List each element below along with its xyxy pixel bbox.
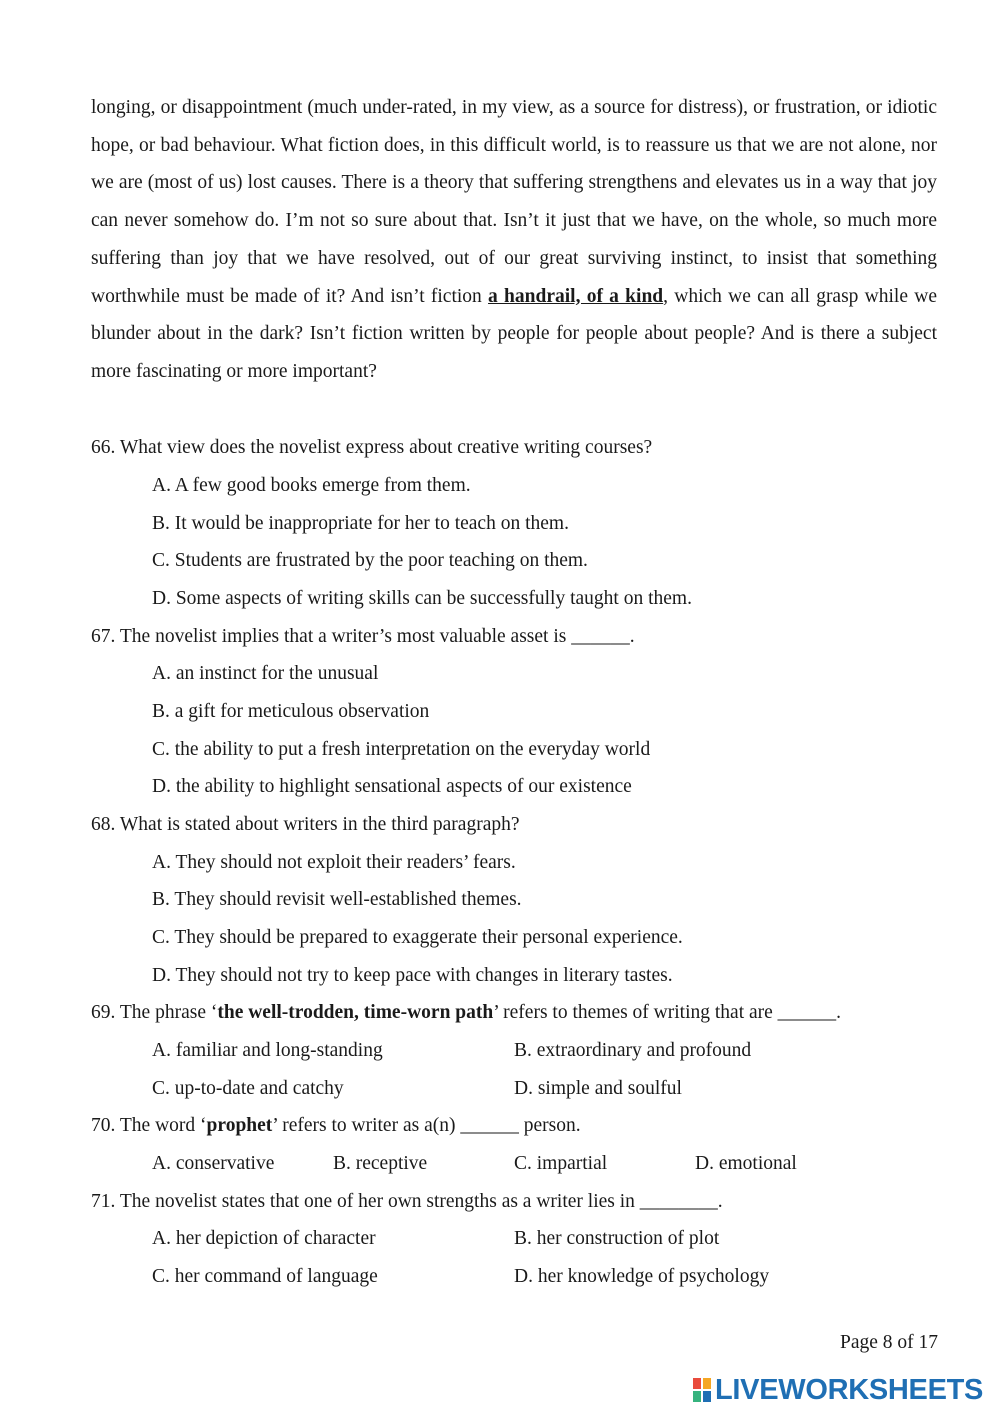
liveworksheets-wordmark: LIVEWORKSHEETS	[715, 1373, 984, 1406]
question-68-option-b: B. They should revisit well-established themes.	[152, 889, 522, 910]
question-70-option-a: A. conservative	[152, 1153, 275, 1174]
liveworksheets-logo-icon	[692, 1377, 712, 1403]
question-68-stem: 68. What is stated about writers in the third paragraph?	[91, 814, 520, 835]
question-71-option-a: A. her depiction of character	[152, 1228, 376, 1249]
question-69-option-c: C. up-to-date and catchy	[152, 1078, 344, 1099]
passage-text-before: longing, or disappointment (much under-rated, in my view, as a source for distress), or frustration, or idiotic hope, or bad behaviour. What fiction does, in this difficult world, is to reassure us that we are not alone, nor we are (most of us) lost causes. There is a theory that suffering strengthens and elevates us in a way that joy can never somehow do. I’m not so sure about that. Isn’t it just that we have, on the whole, so much more suffering than joy that we have resolved, out of our great surviving instinct, to insist that something worthwhile must be made of it? And isn’t fiction	[91, 97, 937, 307]
question-66-option-c: C. Students are frustrated by the poor teaching on them.	[152, 550, 588, 571]
question-70-stem-word: prophet	[206, 1115, 273, 1136]
question-71-option-d: D. her knowledge of psychology	[514, 1266, 770, 1287]
question-66-stem: 66. What view does the novelist express about creative writing courses?	[91, 437, 653, 458]
question-70-stem	[91, 1114, 581, 1138]
liveworksheets-brand	[692, 1374, 983, 1406]
question-68-option-a: A. They should not exploit their readers’ fears.	[152, 852, 516, 873]
question-66-option-a: A. A few good books emerge from them.	[152, 475, 471, 496]
question-67-stem: 67. The novelist implies that a writer’s most valuable asset is ______.	[91, 626, 635, 647]
question-70-stem-after: ’ refers to writer as a(n) ______ person.	[272, 1115, 581, 1136]
passage-highlighted-phrase: a handrail, of a kind	[488, 285, 664, 307]
question-68-option-c: C. They should be prepared to exaggerate their personal experience.	[152, 927, 683, 948]
question-69-stem-after: ’ refers to themes of writing that are ______.	[493, 1002, 842, 1023]
question-67-option-b: B. a gift for meticulous observation	[152, 701, 430, 722]
question-69-stem-before: 69. The phrase ‘	[91, 1002, 218, 1023]
question-69-stem	[91, 1001, 841, 1025]
question-69-stem-phrase: the well-trodden, time-worn path	[217, 1002, 494, 1023]
question-70-option-c: C. impartial	[514, 1153, 608, 1174]
page-number: Page 8 of 17	[839, 1332, 938, 1353]
question-66-option-b: B. It would be inappropriate for her to teach on them.	[152, 513, 569, 534]
question-70-option-b: B. receptive	[333, 1153, 428, 1174]
question-70-option-d: D. emotional	[695, 1153, 797, 1174]
question-71-stem: 71. The novelist states that one of her own strengths as a writer lies in ________.	[91, 1191, 723, 1212]
question-67-option-a: A. an instinct for the unusual	[152, 663, 379, 684]
question-70-stem-before: 70. The word ‘	[91, 1115, 207, 1136]
passage-text-after: , which we can all grasp while we blunder about in the dark? Isn’t fiction written by people for people about people? And is there a subject more fascinating or more important?	[91, 285, 937, 382]
question-69-option-b: B. extraordinary and profound	[514, 1040, 752, 1061]
question-67-option-d: D. the ability to highlight sensational aspects of our existence	[152, 776, 632, 797]
question-67-option-c: C. the ability to put a fresh interpretation on the everyday world	[152, 739, 651, 760]
question-69-option-d: D. simple and soulful	[514, 1078, 682, 1099]
question-69-option-a: A. familiar and long-standing	[152, 1040, 383, 1061]
question-71-option-b: B. her construction of plot	[514, 1228, 720, 1249]
reading-passage	[91, 89, 937, 391]
question-66-option-d: D. Some aspects of writing skills can be successfully taught on them.	[152, 588, 692, 609]
question-71-option-c: C. her command of language	[152, 1266, 378, 1287]
question-68-option-d: D. They should not try to keep pace with changes in literary tastes.	[152, 965, 673, 986]
